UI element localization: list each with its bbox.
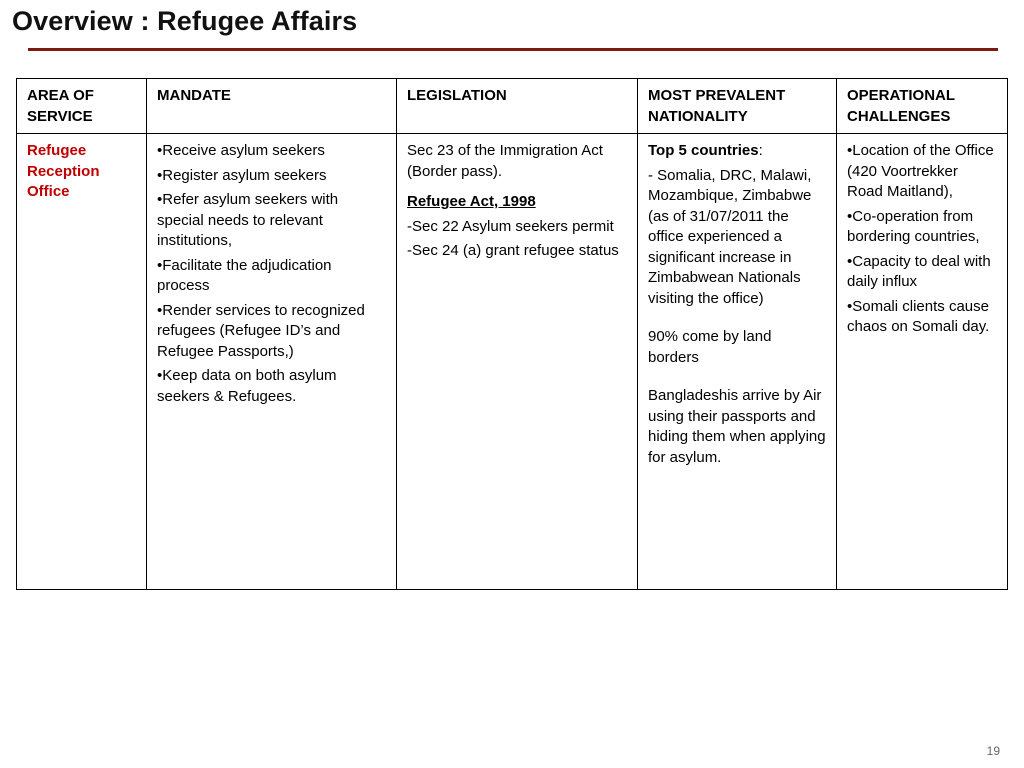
challenges-cell bbox=[837, 134, 1008, 590]
challenge-item: •Somali clients cause chaos on Somali day. bbox=[847, 297, 990, 335]
header-most-prevalent-nationality: MOST PREVALENT NATIONALITY bbox=[638, 79, 837, 134]
header-legislation: LEGISLATION bbox=[397, 79, 638, 134]
header-operational-challenges: OPERATIONAL CHALLENGES bbox=[837, 79, 1008, 134]
mandate-item: •Facilitate the adjudication process bbox=[157, 256, 332, 294]
mandate-item: •Render services to recognized refugees (Refugee ID’s and Refugee Passports,) bbox=[157, 301, 365, 360]
challenge-item: •Location of the Office (420 Voortrekker Road Maitland), bbox=[847, 142, 994, 200]
top5-colon: : bbox=[758, 142, 763, 159]
mandate-item: •Keep data on both asylum seekers & Refugees. bbox=[157, 367, 337, 405]
legislation-immigration: Sec 23 of the Immigration Act (Border pass). bbox=[407, 142, 603, 180]
legislation-refugee-act-heading: Refugee Act, 1998 bbox=[407, 193, 536, 210]
legislation-sec24: -Sec 24 (a) grant refugee status bbox=[407, 242, 619, 259]
nationality-land-borders: 90% come by land borders bbox=[648, 328, 772, 366]
area-label: Refugee Reception Office bbox=[27, 142, 100, 200]
challenge-item: •Co-operation from bordering countries, bbox=[847, 207, 980, 245]
mandate-item: •Register asylum seekers bbox=[157, 166, 327, 184]
header-area-of-service: AREA OF SERVICE bbox=[17, 79, 147, 134]
nationality-top5 bbox=[648, 141, 826, 162]
table-header-row bbox=[17, 79, 1008, 134]
header-mandate: MANDATE bbox=[147, 79, 397, 134]
area-cell bbox=[17, 134, 147, 590]
challenge-item: •Capacity to deal with daily influx bbox=[847, 252, 991, 290]
mandate-cell bbox=[147, 134, 397, 590]
mandate-item: •Receive asylum seekers bbox=[157, 142, 325, 159]
top5-label: Top 5 countries bbox=[648, 142, 759, 159]
nationality-bangladeshis: Bangladeshis arrive by Air using their passports and hiding them when applying for asylum. bbox=[648, 387, 826, 466]
title-divider bbox=[28, 48, 998, 51]
mandate-item: •Refer asylum seekers with special needs to relevant institutions, bbox=[157, 191, 339, 249]
slide-title: Overview : Refugee Affairs bbox=[12, 6, 358, 36]
table-row bbox=[17, 134, 1008, 590]
page-number: 19 bbox=[986, 744, 1000, 758]
nationality-cell bbox=[638, 134, 837, 590]
nationality-top5-list: - Somalia, DRC, Malawi, Mozambique, Zimbabwe (as of 31/07/2011 the office experienced a significant increase in Zimbabwean Nationals visiting the office) bbox=[648, 166, 812, 307]
refugee-affairs-table bbox=[16, 78, 1008, 590]
legislation-sec22: -Sec 22 Asylum seekers permit bbox=[407, 217, 614, 235]
legislation-cell bbox=[397, 134, 638, 590]
